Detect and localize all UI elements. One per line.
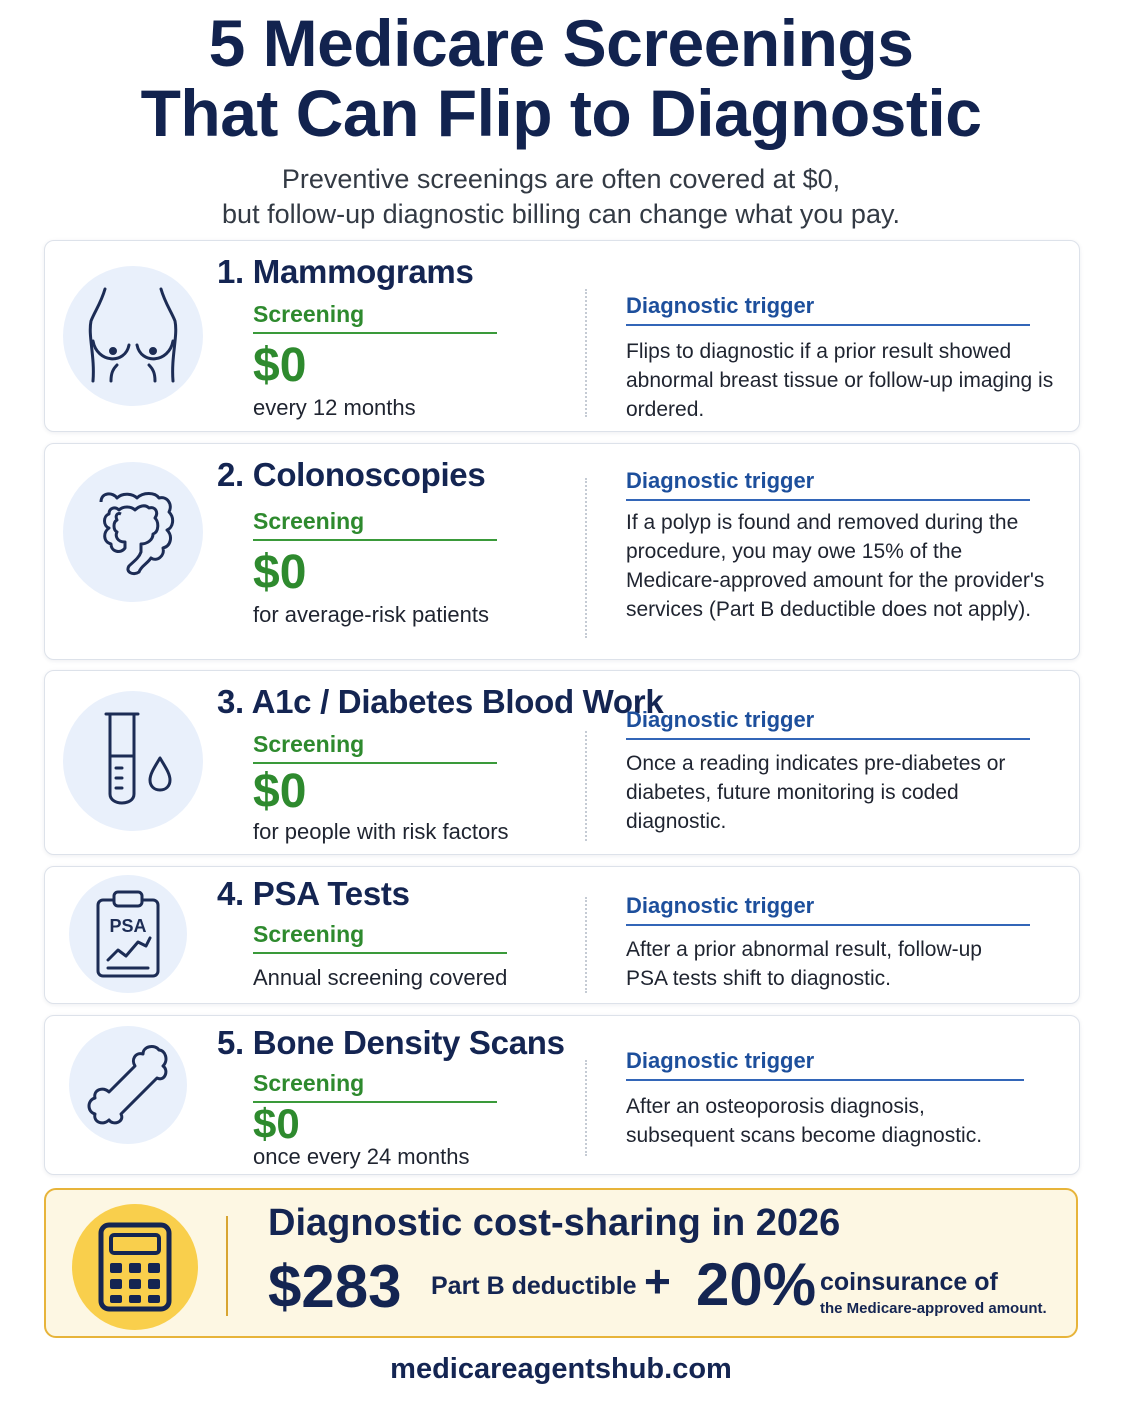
screening-label: Screening <box>253 508 497 541</box>
screening-price: $0 <box>253 339 307 392</box>
screening-price: $0 <box>253 765 307 818</box>
divider <box>585 289 587 417</box>
screening-frequency: Annual screening covered <box>253 965 508 990</box>
divider <box>585 897 587 993</box>
summary-title: Diagnostic cost-sharing in 2026 <box>268 1202 841 1244</box>
screening-label: Screening <box>253 1070 497 1103</box>
card-psa-tests <box>44 866 1080 1004</box>
cost-sharing-summary <box>44 1188 1078 1338</box>
subtitle-line-1: Preventive screenings are often covered at $0, <box>281 164 841 194</box>
card-title: 4. PSA Tests <box>217 875 410 912</box>
screening-frequency: every 12 months <box>253 395 416 420</box>
card-a1c-diabetes <box>44 670 1080 855</box>
card-bone-density <box>44 1015 1080 1175</box>
psa-icon-text: PSA <box>109 916 147 936</box>
diagnostic-trigger-text: Flips to diagnostic if a prior result showed abnormal breast tissue or follow-up imaging is ordered. <box>626 340 1054 421</box>
diagnostic-trigger-label: Diagnostic trigger <box>626 293 1030 326</box>
subtitle-line-2: but follow-up diagnostic billing can change what you pay. <box>222 199 900 229</box>
screening-label: Screening <box>253 301 497 334</box>
screening-frequency: for people with risk factors <box>253 819 509 844</box>
divider <box>585 478 587 638</box>
card-title: 3. A1c / Diabetes Blood Work <box>217 683 664 720</box>
breast-outline-icon <box>63 266 203 406</box>
diagnostic-trigger-label: Diagnostic trigger <box>626 1048 1024 1081</box>
colon-icon <box>63 462 203 602</box>
deductible-amount: $283 <box>268 1253 402 1320</box>
deductible-label: Part B deductible <box>431 1272 637 1300</box>
calculator-icon <box>72 1204 198 1330</box>
card-title: 1. Mammograms <box>217 253 474 290</box>
screening-frequency: for average-risk patients <box>253 602 489 627</box>
summary-divider <box>226 1216 228 1316</box>
diagnostic-trigger-text: After an osteoporosis diagnosis, subsequent scans become diagnostic. <box>626 1095 983 1147</box>
diagnostic-trigger-label: Diagnostic trigger <box>626 707 1030 740</box>
diagnostic-trigger-text: Once a reading indicates pre-diabetes or diabetes, future monitoring is coded diagnostic. <box>626 752 1006 833</box>
test-tube-drop-icon <box>63 691 203 831</box>
page-title <box>0 8 1122 148</box>
card-title: 5. Bone Density Scans <box>217 1024 565 1061</box>
screening-label: Screening <box>253 731 497 764</box>
plus-sign: + <box>644 1255 671 1307</box>
screening-frequency: once every 24 months <box>253 1144 470 1169</box>
diagnostic-trigger-label: Diagnostic trigger <box>626 468 1030 501</box>
coinsurance-note: the Medicare-approved amount. <box>820 1300 1047 1317</box>
divider <box>585 1060 587 1156</box>
card-mammograms <box>44 240 1080 432</box>
diagnostic-trigger-label: Diagnostic trigger <box>626 893 1030 926</box>
screening-price: $0 <box>253 1100 300 1147</box>
title-line-2: That Can Flip to Diagnostic <box>140 76 982 150</box>
title-line-1: 5 Medicare Screenings <box>208 6 914 80</box>
diagnostic-trigger-text: After a prior abnormal result, follow-up PSA tests shift to diagnostic. <box>626 938 982 990</box>
diagnostic-trigger-text: If a polyp is found and removed during the procedure, you may owe 15% of the Medicare-approved amount for the provider's services (Part B deductible does not apply). <box>626 511 1045 621</box>
bone-icon <box>69 1026 187 1144</box>
calculator-icon-graphic <box>97 1221 173 1313</box>
clipboard-chart-icon <box>69 875 187 993</box>
page-subtitle <box>0 162 1122 232</box>
screening-label: Screening <box>253 921 507 954</box>
footer-website[interactable]: medicareagentshub.com <box>390 1353 732 1385</box>
card-title: 2. Colonoscopies <box>217 456 486 493</box>
screening-price: $0 <box>253 546 307 599</box>
coinsurance-label: coinsurance of <box>820 1268 998 1296</box>
divider <box>585 731 587 841</box>
coinsurance-amount: 20% <box>696 1251 817 1318</box>
card-colonoscopies <box>44 443 1080 660</box>
